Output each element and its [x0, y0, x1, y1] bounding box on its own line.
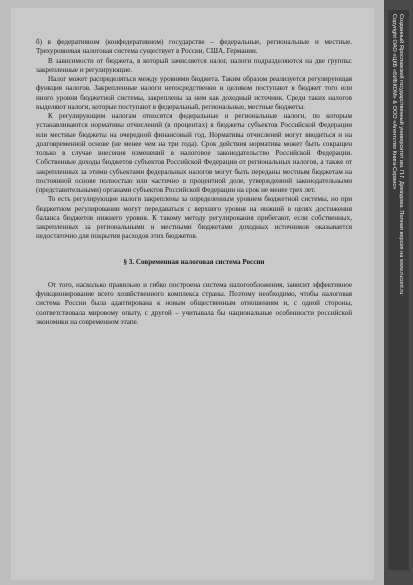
- paragraph-4: К регулирующим налогам относятся федеральные и региональные налоги, по которым устанавливаются нормативы отчислений (в процентах) в бюджеты субъектов Российской Федерации или местные бюджеты на очередной финансовый год. Нормативы отчислений могут вводиться и на долговременной основе (не менее чем на три года). Срок действия норматива может быть сокращен только в случае внесения изменений в налоговое законодательство Российской Федерации. Собственные доходы бюджетов субъектов Российской Федерации от региональных налогов, а также от закрепленных за этими субъектами федеральных налогов могут быть переданы местным бюджетам на постоянной основе полностью или частично в процентной доле, утвержденной законодательными (представительными) органами субъектов Российской Федерации на срок не менее трех лет.: [36, 112, 352, 194]
- sidebar-watermark: [384, 0, 413, 585]
- source-line: Созданный Ярославский государственный университет им. П.Г. Демидова. Полная версия на www.rucont.ru: [398, 14, 404, 295]
- page-body: [36, 38, 352, 327]
- paragraph-3: Налог может распределяться между уровнями бюджета. Таким образом реализуется регулирующая функция налогов. Закрепленные налоги непосредственно и целиком поступают в бюджет того или иного уровня бюджетной системы, закреплены за ним как доходный источник. Среди таких налогов выделяют налоги, которые поступают в федеральный, региональные, местные бюджеты.: [36, 75, 352, 111]
- paragraph-5: То есть регулирующие налоги закреплены за определенным уровнем бюджетной системы, но при бюджетном регулировании могут передаваться с верхнего уровня на нижний в целях достижения баланса бюджетов нижнего уровня. К такому методу регулирования прибегают, если собственных, закрепленных за региональными и местными бюджетами доходных источников оказывается недостаточно для покрытия расходов этих бюджетов.: [36, 195, 352, 241]
- paragraph-6: От того, насколько правильно и гибко построена система налогообложения, зависит эффективное функционирование всего хозяйственного комплекса страны. Поэтому необходимо, чтобы налоговая система России была адаптирована к новым общественным отношениям и, с одной стороны, соответствовала мировому опыту, с другой – учитывала бы национальные особенности российской экономики на современном этапе.: [36, 280, 352, 326]
- copyright-line: Copyright ОАО «ЦКБ «БИБКОМ» & ООО «Aгентство Книга-Сервис»: [391, 14, 397, 190]
- section-heading: § 3. Современная налоговая система России: [123, 257, 265, 266]
- paragraph-2: В зависимости от бюджета, в который зачисляется налог, налоги подразделяются на две группы: закрепленные и регулирующие.: [36, 56, 352, 74]
- paragraph-1: б) в федеративном (конфедеративном) государстве – федеральные, региональные и местные. Трехуровневая налоговая система существует в России, США, Германии.: [36, 38, 352, 56]
